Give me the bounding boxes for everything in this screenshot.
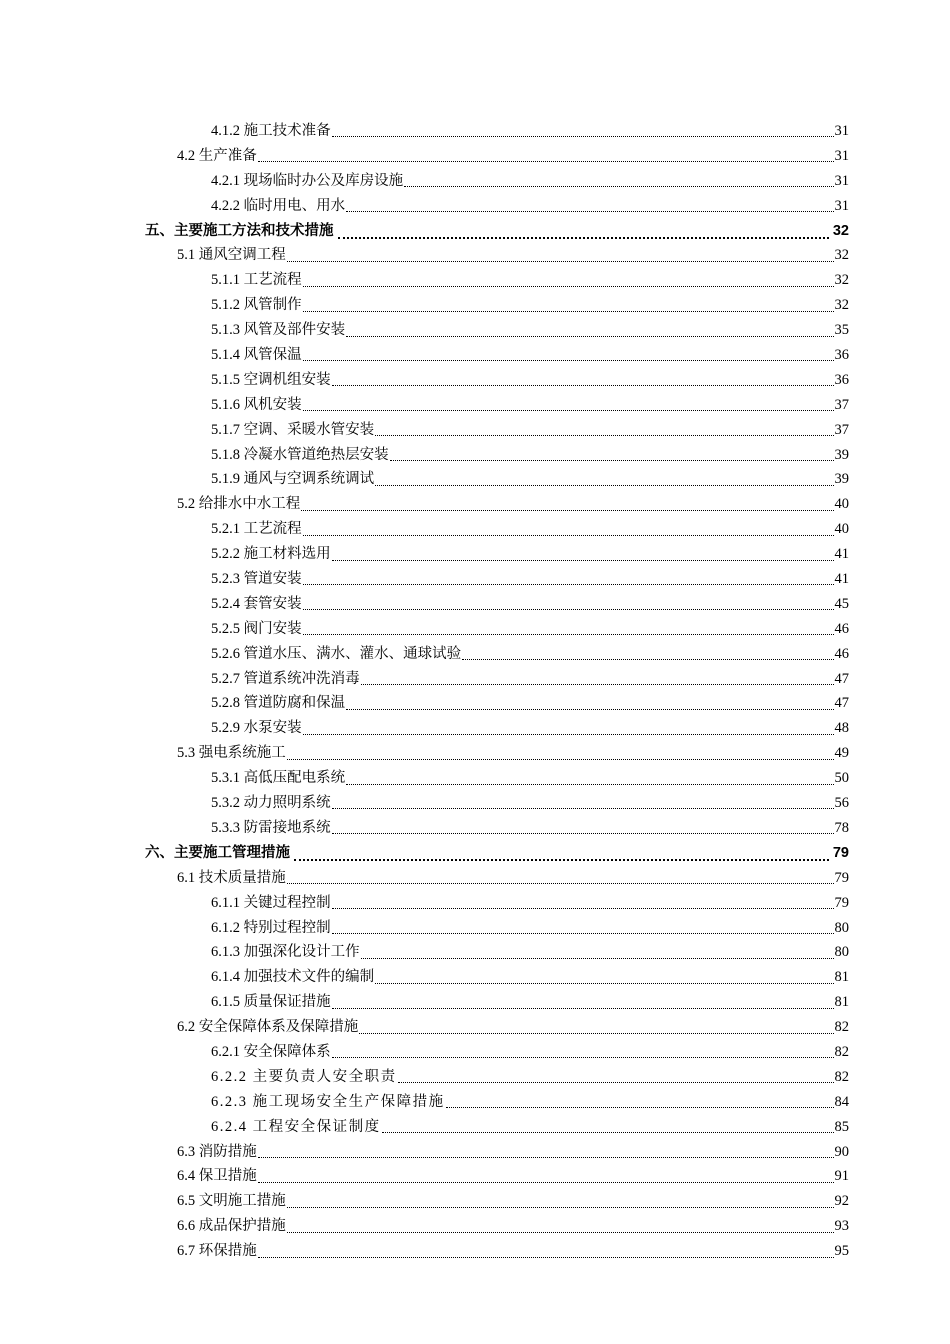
toc-entry-title: 6.6 成品保护措施: [177, 1218, 286, 1235]
toc-dot-leader: [258, 1181, 834, 1183]
toc-entry-page-number: 81: [834, 994, 849, 1011]
toc-dot-leader: [287, 1231, 834, 1233]
toc-entry-title: 5.2.1 工艺流程: [211, 521, 302, 538]
toc-entry[interactable]: [0, 517, 849, 542]
toc-dot-leader: [346, 210, 833, 212]
toc-entry-title: 6.5 文明施工措施: [177, 1193, 286, 1210]
toc-entry-title: 4.2.2 临时用电、用水: [211, 197, 346, 214]
toc-entry-page-number: 31: [834, 197, 849, 214]
toc-entry-page-number: 39: [834, 446, 849, 463]
toc-entry[interactable]: [0, 492, 849, 517]
toc-entry-page-number: 85: [834, 1118, 849, 1135]
toc-entry[interactable]: [0, 716, 849, 741]
toc-entry-page-number: 79: [832, 844, 849, 861]
toc-entry-page-number: 82: [834, 1019, 849, 1036]
toc-entry-title: 5.2.9 水泵安装: [211, 720, 302, 737]
toc-entry-title: 5.3.1 高低压配电系统: [211, 770, 346, 787]
toc-entry-title: 5.2 给排水中水工程: [177, 496, 301, 513]
toc-entry-title: 5.1.2 风管制作: [211, 297, 302, 314]
toc-entry-page-number: 40: [834, 521, 849, 538]
toc-entry-title: 5.1.7 空调、采暖水管安装: [211, 421, 375, 438]
toc-entry[interactable]: [0, 1090, 849, 1115]
toc-entry-title: 5.1.1 工艺流程: [211, 272, 302, 289]
toc-dot-leader: [294, 858, 829, 861]
toc-entry-page-number: 31: [834, 147, 849, 164]
toc-entry[interactable]: [0, 393, 849, 418]
toc-entry-title: 6.2.3 施工现场安全生产保障措施: [211, 1093, 445, 1110]
toc-entry[interactable]: [0, 1115, 849, 1140]
toc-entry-title: 5.1.3 风管及部件安装: [211, 322, 346, 339]
toc-entry[interactable]: [0, 169, 849, 194]
toc-entry-title: 6.3 消防措施: [177, 1143, 257, 1160]
toc-entry[interactable]: [0, 1140, 849, 1165]
toc-entry[interactable]: [0, 667, 849, 692]
toc-dot-leader: [303, 534, 834, 536]
toc-entry-title: 六、主要施工管理措施: [145, 844, 290, 861]
toc-entry-page-number: 32: [832, 222, 849, 239]
toc-entry-page-number: 47: [834, 695, 849, 712]
toc-entry-page-number: 91: [834, 1168, 849, 1185]
toc-dot-leader: [332, 384, 834, 386]
toc-entry-page-number: 80: [834, 919, 849, 936]
toc-entry[interactable]: [0, 1040, 849, 1065]
toc-dot-leader: [303, 409, 834, 411]
toc-entry-page-number: 95: [834, 1243, 849, 1260]
toc-dot-leader: [303, 310, 834, 312]
toc-entry-page-number: 93: [834, 1218, 849, 1235]
toc-entry-title: 6.1.4 加强技术文件的编制: [211, 969, 375, 986]
toc-dot-leader: [338, 236, 829, 239]
toc-dot-leader: [301, 509, 833, 511]
toc-entry-page-number: 46: [834, 645, 849, 662]
toc-entry-title: 5.1.8 冷凝水管道绝热层安装: [211, 446, 389, 463]
toc-entry[interactable]: [0, 916, 849, 941]
toc-entry-page-number: 81: [834, 969, 849, 986]
toc-entry-page-number: 36: [834, 347, 849, 364]
toc-dot-leader: [287, 1206, 834, 1208]
toc-dot-leader: [287, 260, 834, 262]
toc-entry[interactable]: [0, 567, 849, 592]
toc-entry-page-number: 82: [834, 1068, 849, 1085]
toc-dot-leader: [346, 783, 833, 785]
toc-entry-page-number: 41: [834, 546, 849, 563]
toc-entry[interactable]: [0, 343, 849, 368]
toc-entry[interactable]: [0, 1189, 849, 1214]
toc-dot-leader: [446, 1106, 834, 1108]
toc-entry[interactable]: [0, 368, 849, 393]
toc-entry-title: 5.1 通风空调工程: [177, 247, 286, 264]
toc-entry-title: 6.1.2 特别过程控制: [211, 919, 331, 936]
toc-entry[interactable]: [0, 940, 849, 965]
toc-entry-page-number: 80: [834, 944, 849, 961]
toc-dot-leader: [303, 583, 834, 585]
toc-dot-leader: [382, 1131, 834, 1133]
toc-entry[interactable]: [0, 318, 849, 343]
toc-entry-page-number: 35: [834, 322, 849, 339]
toc-dot-leader: [287, 758, 834, 760]
toc-entry-title: 6.2.4 工程安全保证制度: [211, 1118, 381, 1135]
toc-entry-page-number: 37: [834, 421, 849, 438]
toc-entry-page-number: 39: [834, 471, 849, 488]
toc-entry[interactable]: [0, 791, 849, 816]
toc-entry-title: 5.2.3 管道安装: [211, 571, 302, 588]
toc-dot-leader: [303, 359, 834, 361]
toc-entry[interactable]: [0, 741, 849, 766]
toc-dot-leader: [361, 683, 834, 685]
toc-entry[interactable]: [0, 691, 849, 716]
toc-entry-title: 5.2.6 管道水压、满水、灌水、通球试验: [211, 645, 462, 662]
toc-dot-leader: [359, 1032, 833, 1034]
toc-entry-title: 6.1.1 关键过程控制: [211, 894, 331, 911]
toc-entry-page-number: 78: [834, 819, 849, 836]
toc-entry-page-number: 79: [834, 894, 849, 911]
toc-entry-title: 6.2.1 安全保障体系: [211, 1043, 331, 1060]
toc-entry-page-number: 47: [834, 670, 849, 687]
toc-dot-leader: [332, 559, 834, 561]
toc-entry-page-number: 37: [834, 396, 849, 413]
table-of-contents: [0, 119, 950, 1264]
toc-entry[interactable]: [0, 443, 849, 468]
toc-entry-title: 4.2 生产准备: [177, 147, 257, 164]
toc-dot-leader: [404, 185, 833, 187]
toc-entry-page-number: 56: [834, 795, 849, 812]
toc-entry-title: 6.1.3 加强深化设计工作: [211, 944, 360, 961]
toc-dot-leader: [332, 135, 834, 137]
toc-entry[interactable]: [0, 617, 849, 642]
toc-entry[interactable]: [0, 965, 849, 990]
toc-entry-title: 5.1.5 空调机组安装: [211, 371, 331, 388]
toc-entry[interactable]: [0, 816, 849, 841]
toc-entry[interactable]: [0, 219, 849, 244]
toc-entry[interactable]: [0, 592, 849, 617]
toc-entry[interactable]: [0, 144, 849, 169]
toc-dot-leader: [287, 882, 834, 884]
toc-entry[interactable]: [0, 1015, 849, 1040]
toc-dot-leader: [462, 658, 833, 660]
toc-entry-title: 4.2.1 现场临时办公及库房设施: [211, 172, 404, 189]
toc-entry-title: 6.7 环保措施: [177, 1243, 257, 1260]
toc-entry-page-number: 32: [834, 297, 849, 314]
toc-entry-page-number: 79: [834, 869, 849, 886]
toc-entry[interactable]: [0, 418, 849, 443]
toc-dot-leader: [332, 1056, 834, 1058]
toc-entry[interactable]: [0, 542, 849, 567]
toc-entry[interactable]: [0, 990, 849, 1015]
toc-entry-title: 5.2.5 阀门安装: [211, 620, 302, 637]
toc-dot-leader: [332, 832, 834, 834]
toc-dot-leader: [390, 459, 834, 461]
toc-dot-leader: [332, 807, 834, 809]
toc-entry[interactable]: [0, 119, 849, 144]
toc-entry-title: 5.2.8 管道防腐和保温: [211, 695, 346, 712]
toc-entry-title: 5.1.4 风管保温: [211, 347, 302, 364]
toc-entry-page-number: 82: [834, 1043, 849, 1060]
toc-entry-page-number: 31: [834, 172, 849, 189]
toc-dot-leader: [346, 708, 833, 710]
toc-entry-page-number: 92: [834, 1193, 849, 1210]
toc-dot-leader: [303, 285, 834, 287]
toc-entry-title: 6.1 技术质量措施: [177, 869, 286, 886]
toc-entry[interactable]: [0, 293, 849, 318]
toc-dot-leader: [258, 160, 834, 162]
toc-entry[interactable]: [0, 642, 849, 667]
toc-dot-leader: [258, 1256, 834, 1258]
toc-entry-page-number: 46: [834, 620, 849, 637]
toc-entry[interactable]: [0, 766, 849, 791]
toc-entry-title: 5.2.4 套管安装: [211, 595, 302, 612]
toc-entry[interactable]: [0, 467, 849, 492]
toc-entry-page-number: 50: [834, 770, 849, 787]
toc-entry-title: 5.3.3 防雷接地系统: [211, 819, 331, 836]
toc-entry[interactable]: [0, 1214, 849, 1239]
toc-dot-leader: [332, 907, 834, 909]
toc-entry-page-number: 36: [834, 371, 849, 388]
toc-entry-page-number: 32: [834, 272, 849, 289]
toc-entry-title: 5.3.2 动力照明系统: [211, 795, 331, 812]
toc-entry[interactable]: [0, 841, 849, 866]
toc-entry-page-number: 49: [834, 745, 849, 762]
toc-entry-page-number: 32: [834, 247, 849, 264]
toc-entry-title: 6.2 安全保障体系及保障措施: [177, 1019, 359, 1036]
toc-entry-title: 5.1.9 通风与空调系统调试: [211, 471, 375, 488]
toc-entry[interactable]: [0, 891, 849, 916]
toc-entry-title: 5.3 强电系统施工: [177, 745, 286, 762]
toc-dot-leader: [303, 608, 834, 610]
toc-dot-leader: [361, 957, 834, 959]
toc-dot-leader: [332, 1007, 834, 1009]
toc-entry[interactable]: [0, 1065, 849, 1090]
toc-entry-page-number: 41: [834, 571, 849, 588]
toc-entry-title: 5.2.2 施工材料选用: [211, 546, 331, 563]
toc-dot-leader: [375, 434, 833, 436]
toc-dot-leader: [346, 335, 833, 337]
toc-entry-page-number: 31: [834, 123, 849, 139]
toc-dot-leader: [303, 633, 834, 635]
toc-entry-page-number: 90: [834, 1143, 849, 1160]
toc-entry[interactable]: [0, 194, 849, 219]
toc-entry[interactable]: [0, 243, 849, 268]
toc-entry-page-number: 45: [834, 595, 849, 612]
toc-entry-title: 5.1.6 风机安装: [211, 396, 302, 413]
toc-dot-leader: [258, 1156, 834, 1158]
toc-entry-title: 五、主要施工方法和技术措施: [145, 222, 334, 239]
toc-entry-title: 5.2.7 管道系统冲洗消毒: [211, 670, 360, 687]
toc-entry[interactable]: [0, 866, 849, 891]
toc-entry-title: 4.1.2 施工技术准备: [211, 123, 331, 139]
toc-dot-leader: [375, 982, 833, 984]
toc-entry-page-number: 84: [834, 1093, 849, 1110]
toc-dot-leader: [398, 1081, 834, 1083]
toc-dot-leader: [303, 733, 834, 735]
toc-dot-leader: [332, 932, 834, 934]
toc-entry-page-number: 40: [834, 496, 849, 513]
toc-entry[interactable]: [0, 268, 849, 293]
toc-entry[interactable]: [0, 1239, 849, 1264]
toc-dot-leader: [375, 484, 833, 486]
toc-entry-title: 6.4 保卫措施: [177, 1168, 257, 1185]
toc-entry[interactable]: [0, 1164, 849, 1189]
toc-entry-page-number: 48: [834, 720, 849, 737]
toc-entry-title: 6.2.2 主要负责人安全职责: [211, 1068, 397, 1085]
toc-entry-title: 6.1.5 质量保证措施: [211, 994, 331, 1011]
